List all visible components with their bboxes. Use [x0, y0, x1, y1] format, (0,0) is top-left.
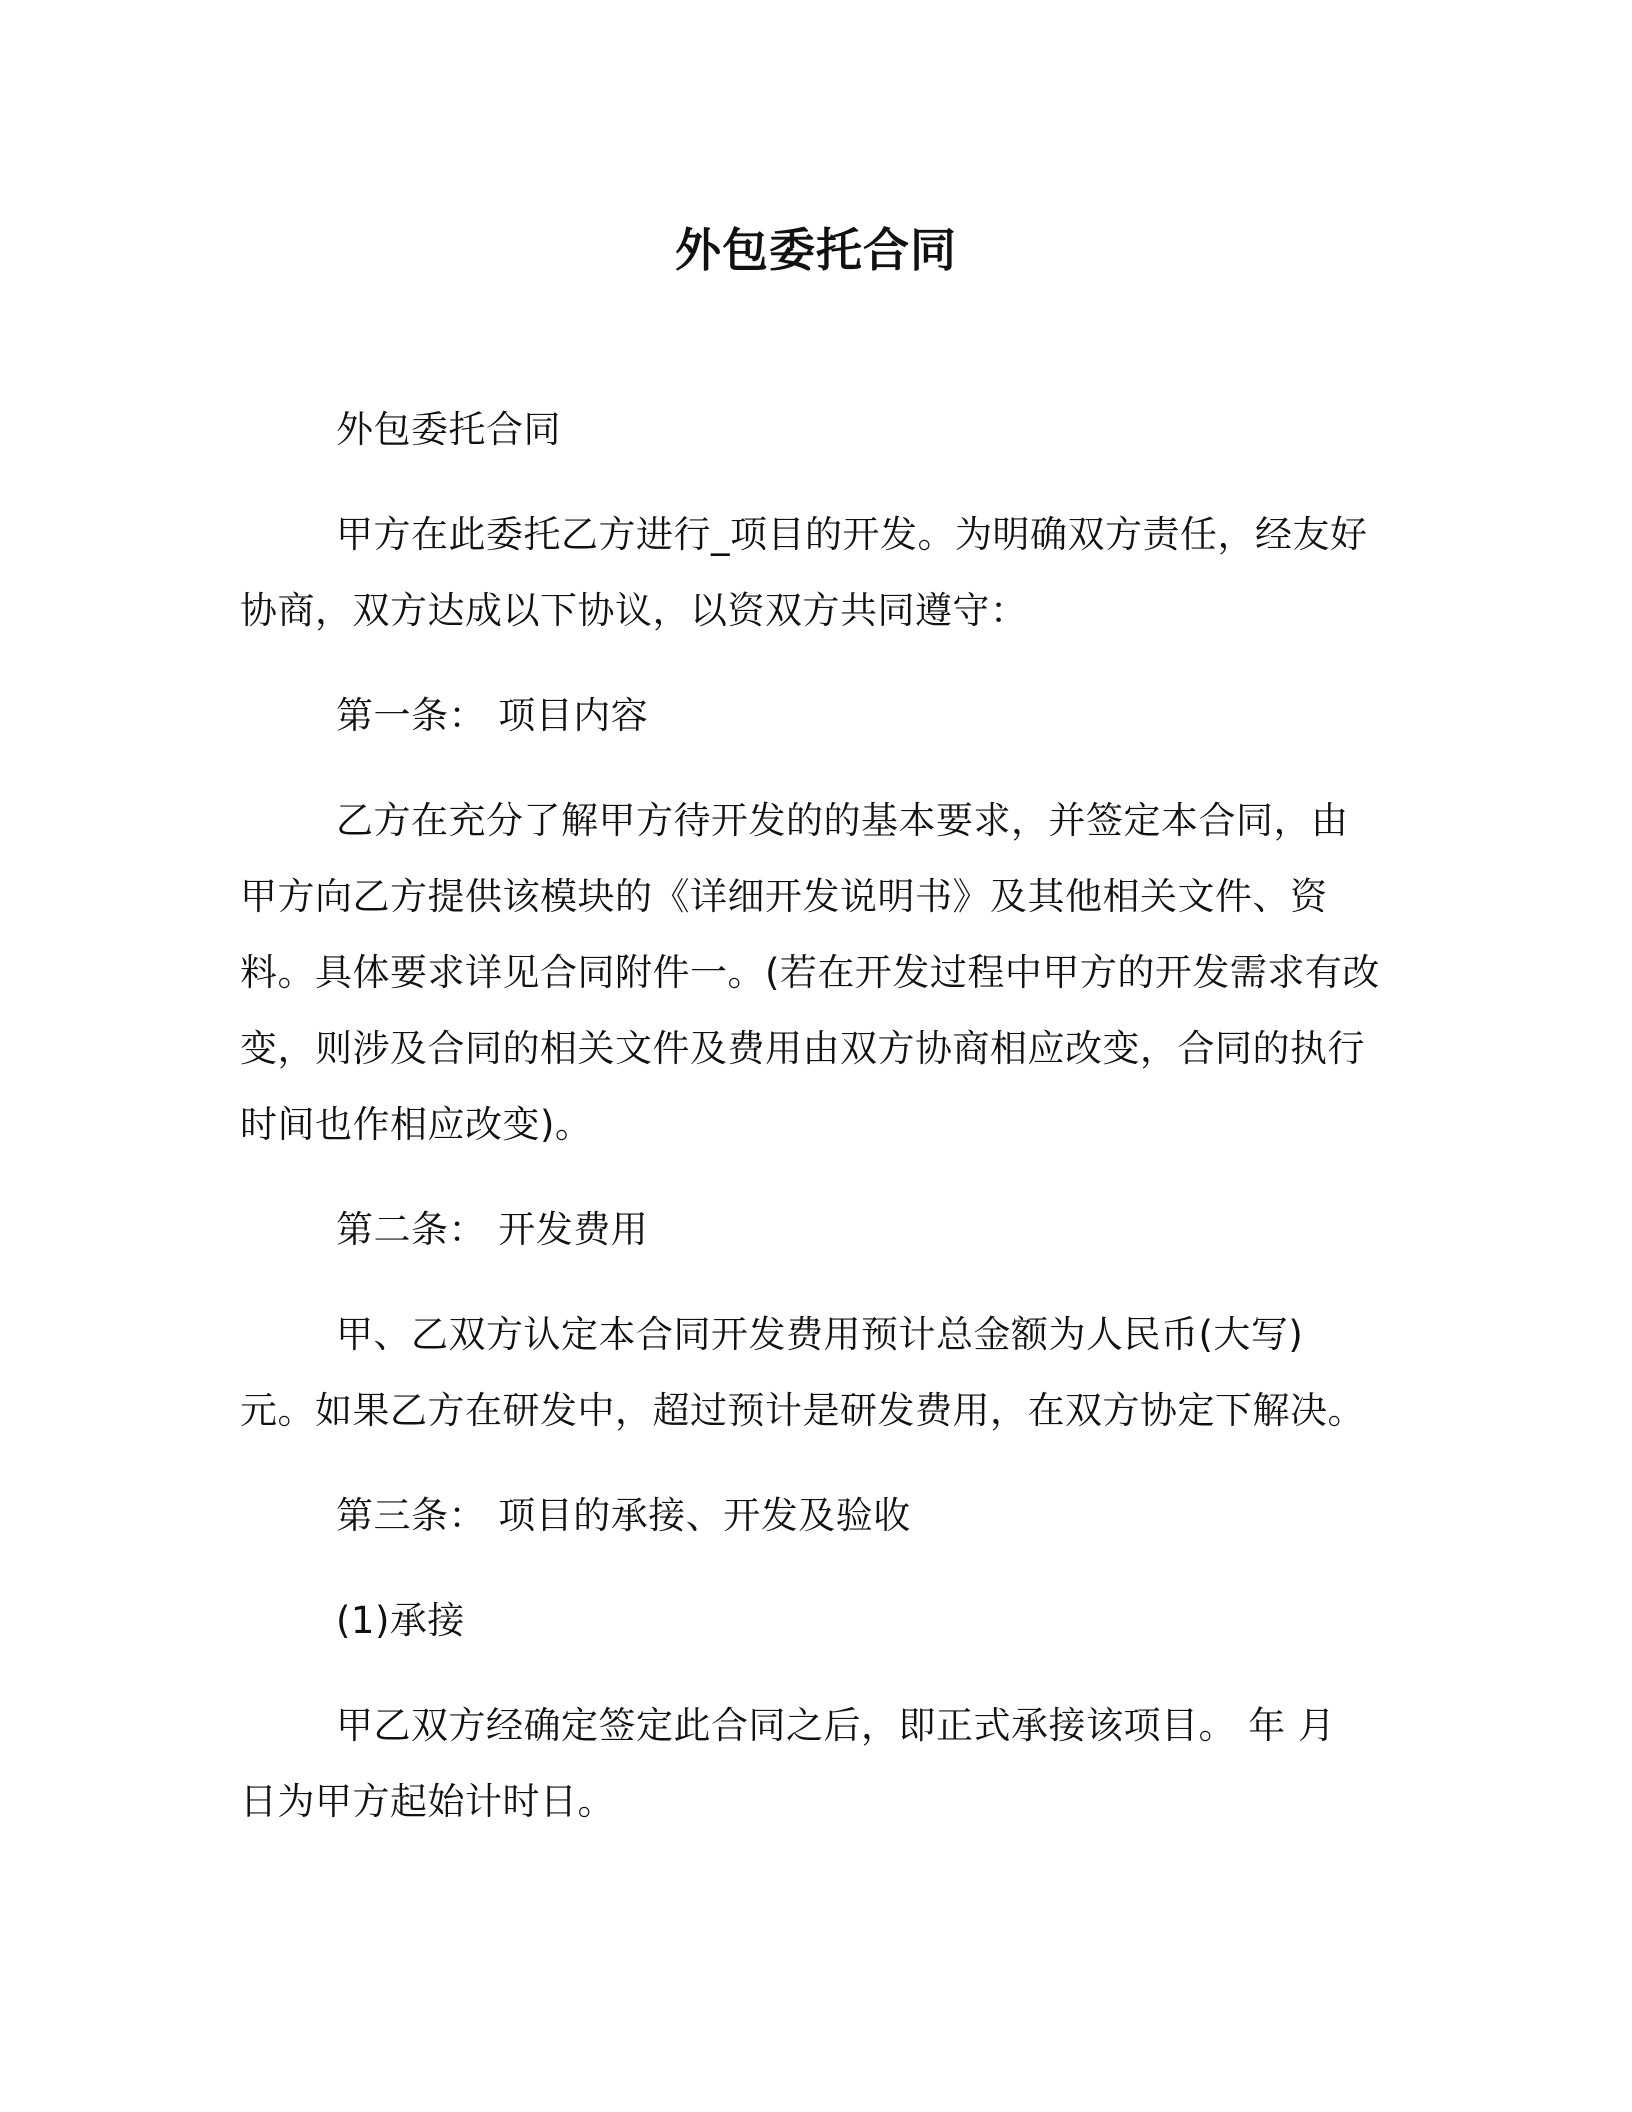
subtitle-paragraph: 外包委托合同 — [336, 408, 561, 451]
article-1-heading: 第一条： 项目内容 — [336, 694, 649, 737]
document-body — [240, 392, 1380, 1869]
article-1-paragraph: 乙方在充分了解甲方待开发的的基本要求，并签定本合同，由甲方向乙方提供该模块的《详细开发说明书》及其他相关文件、资料。具体要求详见合同附件一。(若在开发过程中甲方的开发需求有改变，则涉及合同的相关文件及费用由双方协商相应改变，合同的执行时间也作相应改变)。 — [240, 799, 1380, 1146]
article-2-paragraph: 甲、乙双方认定本合同开发费用预计总金额为人民币(大写) 元。如果乙方在研发中，超过预计是研发费用，在双方协定下解决。 — [240, 1313, 1365, 1432]
intro-paragraph: 甲方在此委托乙方进行_项目的开发。为明确双方责任，经友好协商，双方达成以下协议，以资双方共同遵守： — [240, 513, 1368, 632]
article-2-heading: 第二条： 开发费用 — [336, 1208, 649, 1251]
document-title: 外包委托合同 — [675, 223, 957, 277]
article-3-heading: 第三条： 项目的承接、开发及验收 — [336, 1494, 911, 1537]
article-3-paragraph: 甲乙双方经确定签定此合同之后，即正式承接该项目。 年 月 日为甲方起始计时日。 — [240, 1704, 1336, 1823]
article-3-subheading: (1)承接 — [336, 1599, 465, 1642]
